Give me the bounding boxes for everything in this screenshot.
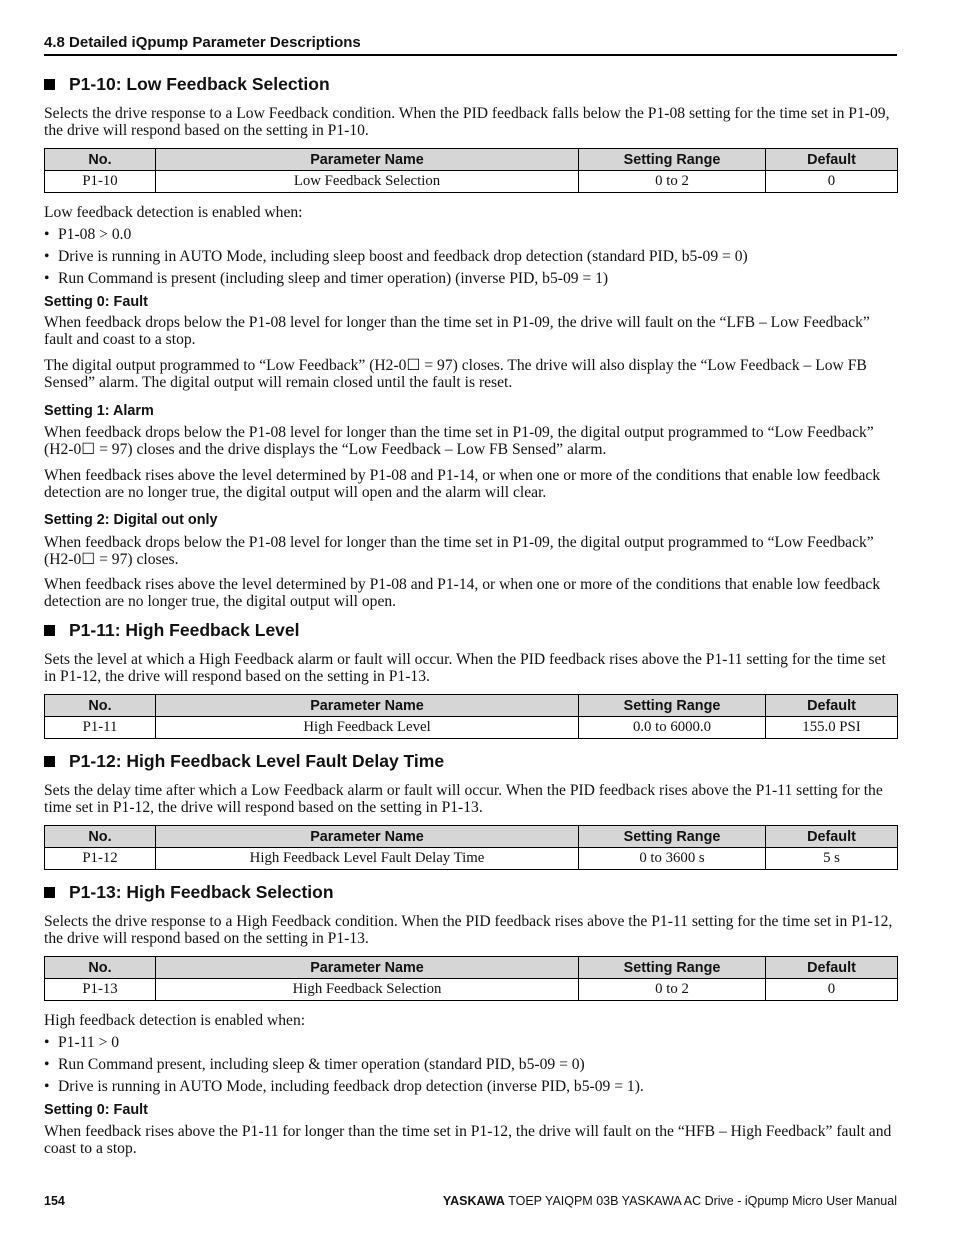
paragraph: When feedback rises above the level determined by P1-08 and P1-14, or when one or more of the conditions that enable low feedback detection are no longer true, the digital output will open and the alarm will clear. (44, 467, 881, 501)
section-heading-p1-12 (44, 751, 444, 772)
section-heading-p1-13 (44, 882, 334, 903)
cell-default: 0 (766, 979, 898, 1001)
cell-default: 5 s (766, 848, 898, 870)
column-header-name: Parameter Name (156, 826, 579, 848)
running-header: 4.8 Detailed iQpump Parameter Descriptions (44, 34, 897, 56)
cell-range: 0.0 to 6000.0 (579, 717, 766, 739)
list-item-text: Drive is running in AUTO Mode, including sleep boost and feedback drop detection (standard PID, b5-09 = 0) (58, 248, 748, 265)
cell-no: P1-13 (45, 979, 156, 1001)
paragraph: Selects the drive response to a Low Feedback condition. When the PID feedback falls below the P1-08 setting for the time set in P1-09, the drive will respond based on the setting in P1-10. (44, 105, 890, 139)
table-header-row (45, 149, 898, 171)
paragraph: Sets the level at which a High Feedback alarm or fault will occur. When the PID feedback rises above the P1-11 setting for the time set in P1-12, the drive will respond based on the setting in P1-13. (44, 651, 886, 685)
column-header-range: Setting Range (579, 826, 766, 848)
column-header-default: Default (766, 149, 898, 171)
cell-range: 0 to 2 (579, 979, 766, 1001)
column-header-name: Parameter Name (156, 695, 579, 717)
cell-name: High Feedback Selection (156, 979, 579, 1001)
list-item: • P1-08 > 0.0 (44, 226, 132, 243)
parameter-table-p1-10 (44, 148, 898, 193)
cell-no: P1-11 (45, 717, 156, 739)
subheading: Setting 0: Fault (44, 1102, 148, 1118)
table-row (45, 848, 898, 870)
paragraph: Selects the drive response to a High Feedback condition. When the PID feedback rises above the P1-11 setting for the time set in P1-12, the drive will respond based on the setting in P1-13. (44, 913, 893, 947)
subheading: Setting 0: Fault (44, 294, 148, 310)
section-title: P1-12: High Feedback Level Fault Delay Time (69, 751, 445, 771)
footer-brand: YASKAWA (442, 1194, 505, 1208)
parameter-table-p1-11 (44, 694, 898, 739)
column-header-no: No. (45, 149, 156, 171)
footer-title (443, 1194, 897, 1208)
column-header-no: No. (45, 826, 156, 848)
square-bullet-icon (44, 625, 55, 636)
section-title: P1-13: High Feedback Selection (69, 882, 334, 902)
paragraph: When feedback rises above the P1-11 for longer than the time set in P1-12, the drive will fault on the “HFB – High Feedback” fault and coast to a stop. (44, 1123, 892, 1157)
cell-default: 155.0 PSI (766, 717, 898, 739)
column-header-range: Setting Range (579, 957, 766, 979)
list-item: • P1-11 > 0 (44, 1034, 120, 1051)
list-item: • Drive is running in AUTO Mode, including feedback drop detection (inverse PID, b5-09 = 1). (44, 1078, 644, 1095)
square-bullet-icon (44, 887, 55, 898)
list-item-text: Run Command present, including sleep & timer operation (standard PID, b5-09 = 0) (58, 1056, 585, 1073)
cell-default: 0 (766, 171, 898, 193)
page-number: 154 (44, 1194, 65, 1208)
footer-doc: TOEP YAIQPM 03B YASKAWA AC Drive - iQpump Micro User Manual (504, 1194, 897, 1208)
table-header-row (45, 695, 898, 717)
paragraph: When feedback drops below the P1-08 level for longer than the time set in P1-09, the digital output programmed to “Low Feedback” (H2-0☐ = 97) closes and the drive displays the “Low Feedback – Low FB Sensed” alarm. (44, 424, 874, 458)
table-row (45, 171, 898, 193)
table-header-row (45, 826, 898, 848)
cell-range: 0 to 3600 s (579, 848, 766, 870)
list-item: • Drive is running in AUTO Mode, including sleep boost and feedback drop detection (standard PID, b5-09 = 0) (44, 248, 748, 265)
list-item: • Run Command is present (including sleep and timer operation) (inverse PID, b5-09 = 1) (44, 270, 609, 287)
column-header-name: Parameter Name (156, 149, 579, 171)
cell-no: P1-10 (45, 171, 156, 193)
column-header-name: Parameter Name (156, 957, 579, 979)
square-bullet-icon (44, 79, 55, 90)
section-title: P1-10: Low Feedback Selection (69, 74, 330, 94)
section-title: P1-11: High Feedback Level (69, 620, 300, 640)
parameter-table-p1-13 (44, 956, 898, 1001)
column-header-default: Default (766, 957, 898, 979)
table-header-row (45, 957, 898, 979)
paragraph: When feedback drops below the P1-08 level for longer than the time set in P1-09, the digital output programmed to “Low Feedback” (H2-0☐ = 97) closes. (44, 534, 874, 568)
cell-no: P1-12 (45, 848, 156, 870)
column-header-default: Default (766, 695, 898, 717)
list-item: • Run Command present, including sleep & timer operation (standard PID, b5-09 = 0) (44, 1056, 585, 1073)
table-row (45, 717, 898, 739)
list-item-text: P1-08 > 0.0 (58, 226, 132, 243)
paragraph: Low feedback detection is enabled when: (44, 204, 303, 221)
cell-range: 0 to 2 (579, 171, 766, 193)
subheading: Setting 2: Digital out only (44, 512, 218, 528)
subheading: Setting 1: Alarm (44, 403, 154, 419)
section-heading-p1-10 (44, 74, 330, 95)
paragraph: The digital output programmed to “Low Feedback” (H2-0☐ = 97) closes. The drive will also display the “Low Feedback – Low FB Sensed” alarm. The digital output will remain closed until the fault is reset. (44, 357, 867, 391)
paragraph: Sets the delay time after which a Low Feedback alarm or fault will occur. When the PID feedback rises above the P1-11 setting for the time set in P1-12, the drive will respond based on the setting in P1-13. (44, 782, 883, 816)
paragraph: When feedback rises above the level determined by P1-08 and P1-14, or when one or more of the conditions that enable low feedback detection are no longer true, the digital output will open. (44, 576, 881, 610)
column-header-default: Default (766, 826, 898, 848)
list-item-text: Drive is running in AUTO Mode, including feedback drop detection (inverse PID, b5-09 = 1). (58, 1078, 644, 1095)
paragraph: High feedback detection is enabled when: (44, 1012, 306, 1029)
square-bullet-icon (44, 756, 55, 767)
column-header-range: Setting Range (579, 695, 766, 717)
table-row (45, 979, 898, 1001)
column-header-range: Setting Range (579, 149, 766, 171)
parameter-table-p1-12 (44, 825, 898, 870)
column-header-no: No. (45, 695, 156, 717)
list-item-text: P1-11 > 0 (58, 1034, 120, 1051)
list-item-text: Run Command is present (including sleep and timer operation) (inverse PID, b5-09 = 1) (58, 270, 609, 287)
paragraph: When feedback drops below the P1-08 level for longer than the time set in P1-09, the drive will fault on the “LFB – Low Feedback” fault and coast to a stop. (44, 314, 870, 348)
section-heading-p1-11 (44, 620, 300, 641)
column-header-no: No. (45, 957, 156, 979)
cell-name: High Feedback Level Fault Delay Time (156, 848, 579, 870)
cell-name: Low Feedback Selection (156, 171, 579, 193)
cell-name: High Feedback Level (156, 717, 579, 739)
